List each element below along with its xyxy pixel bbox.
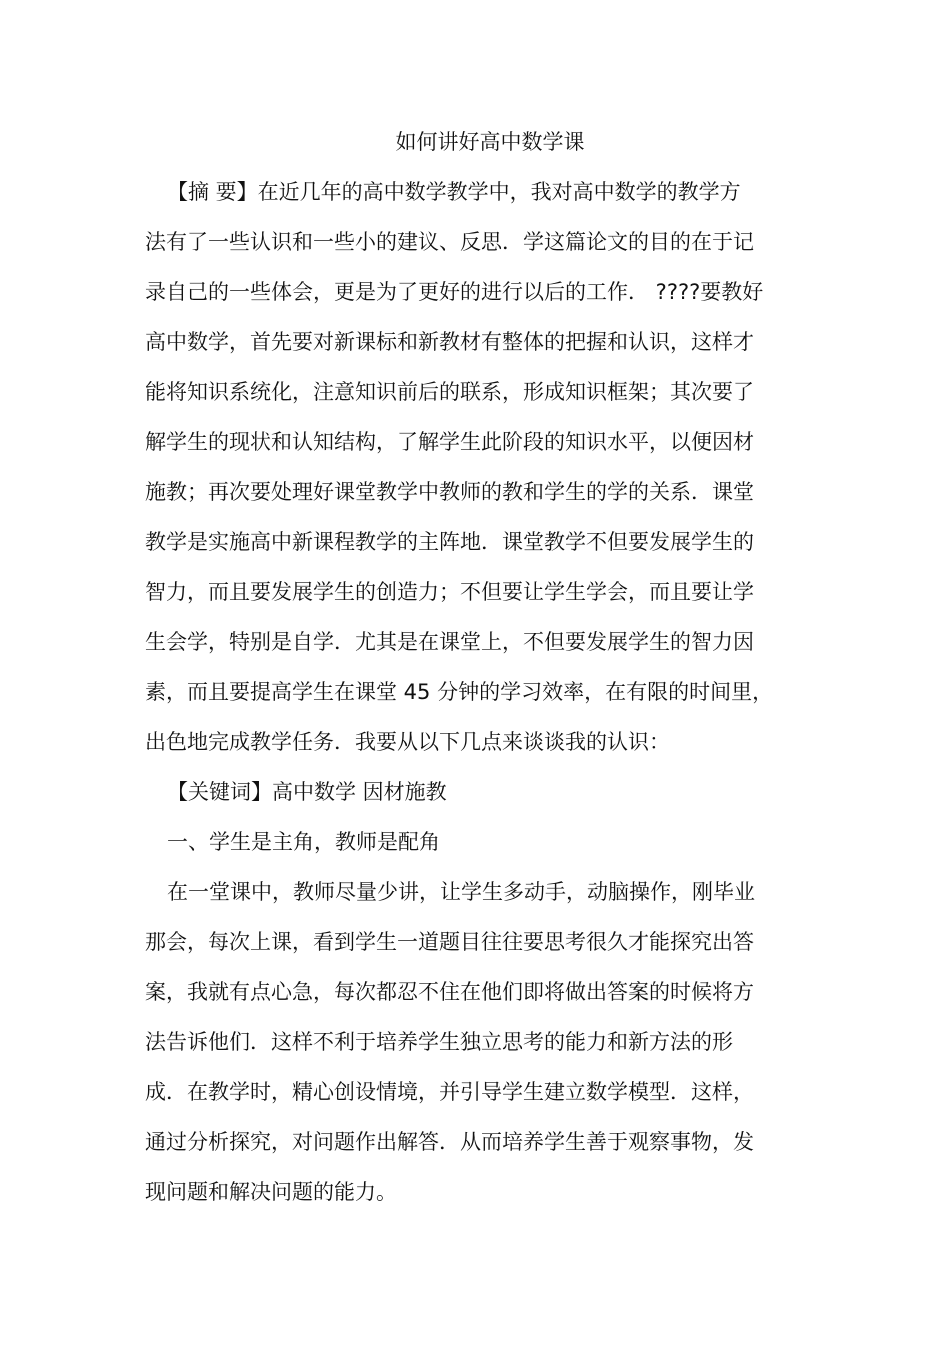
abstract-line-6: 解学生的现状和认知结构，了解学生此阶段的知识水平，以便因材 (145, 430, 754, 454)
abstract-line-2: 法有了一些认识和一些小的建议、反思．学这篇论文的目的在于记 (145, 230, 754, 254)
abstract-line-3: 录自己的一些体会，更是为了更好的进行以后的工作． ????要教好 (145, 280, 764, 304)
body-line-2: 那会，每次上课，看到学生一道题目往往要思考很久才能探究出答 (145, 930, 754, 954)
abstract-line-10: 生会学，特别是自学．尤其是在课堂上，不但要发展学生的智力因 (145, 630, 754, 654)
body-line-5: 成．在教学时，精心创设情境，并引导学生建立数学模型．这样， (145, 1080, 754, 1104)
body-line-1: 在一堂课中，教师尽量少讲，让学生多动手，动脑操作，刚毕业 (167, 880, 755, 904)
body-line-3: 案，我就有点心急，每次都忍不住在他们即将做出答案的时候将方 (145, 980, 754, 1004)
abstract-line-9: 智力，而且要发展学生的创造力；不但要让学生学会，而且要让学 (145, 580, 754, 604)
body-line-7: 现问题和解决问题的能力。 (145, 1180, 397, 1204)
abstract-line-8: 教学是实施高中新课程教学的主阵地．课堂教学不但要发展学生的 (145, 530, 754, 554)
abstract-line-12: 出色地完成教学任务．我要从以下几点来谈谈我的认识： (145, 730, 670, 754)
abstract-line-7: 施教；再次要处理好课堂教学中教师的教和学生的学的关系．课堂 (145, 480, 754, 504)
abstract-line-1: 【摘 要】在近几年的高中数学教学中，我对高中数学的教学方 (167, 180, 741, 204)
document-title: 如何讲好高中数学课 (395, 130, 585, 154)
body-line-4: 法告诉他们．这样不利于培养学生独立思考的能力和新方法的形 (145, 1030, 733, 1054)
abstract-line-5: 能将知识系统化，注意知识前后的联系，形成知识框架；其次要了 (145, 380, 754, 404)
section-heading: 一、学生是主角，教师是配角 (167, 830, 440, 854)
abstract-line-4: 高中数学，首先要对新课标和新教材有整体的把握和认识，这样才 (145, 330, 754, 354)
body-line-6: 通过分析探究，对问题作出解答．从而培养学生善于观察事物，发 (145, 1130, 754, 1154)
abstract-line-11: 素，而且要提高学生在课堂 45 分钟的学习效率，在有限的时间里， (145, 680, 774, 704)
keywords-line: 【关键词】高中数学 因材施教 (167, 780, 447, 804)
